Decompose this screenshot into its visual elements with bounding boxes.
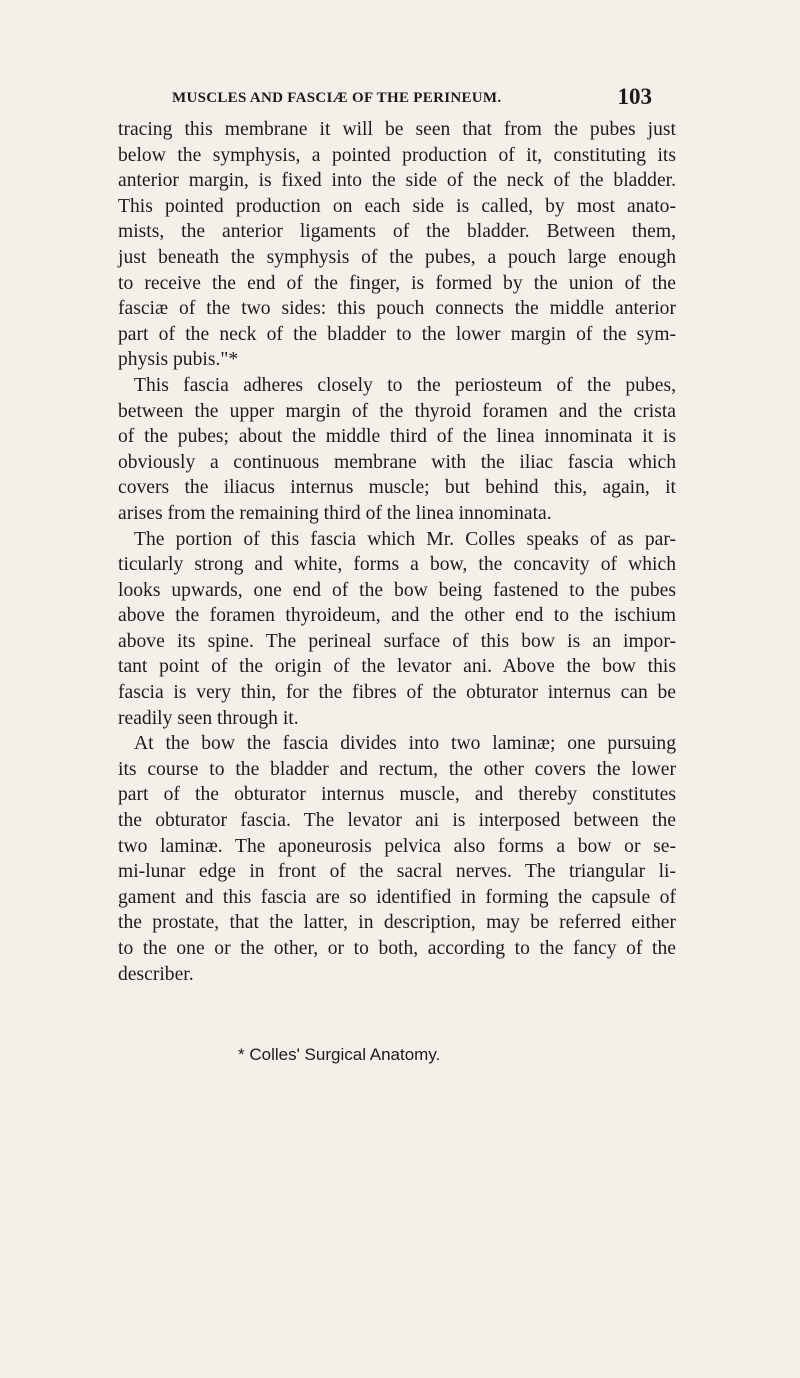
text-line: covers the iliacus internus muscle; but behind this, again, it — [118, 477, 676, 499]
text-line: above the foramen thyroideum, and the other end to the ischium — [118, 605, 676, 627]
text-line: the obturator fascia. The levator ani is interposed between the — [118, 810, 676, 832]
text-line: physis pubis."* — [118, 349, 239, 371]
running-title: MUSCLES AND FASCIÆ OF THE PERINEUM. — [172, 90, 502, 106]
running-head — [172, 84, 652, 112]
text-line: part of the obturator internus muscle, and thereby constitutes — [118, 784, 676, 806]
body-text — [118, 117, 676, 987]
text-line: below the symphysis, a pointed production of it, constituting its — [118, 144, 676, 166]
text-line: to receive the end of the finger, is formed by the union of the — [118, 272, 676, 294]
text-line: ticularly strong and white, forms a bow, the concavity of which — [118, 554, 676, 576]
paragraph — [118, 731, 676, 987]
text-line: The portion of this fascia which Mr. Colles speaks of as par- — [134, 528, 676, 550]
text-line: obviously a continuous membrane with the iliac fascia which — [118, 451, 676, 473]
text-line: part of the neck of the bladder to the lower margin of the sym- — [118, 323, 676, 345]
text-line: of the pubes; about the middle third of the linea innominata it is — [118, 426, 676, 448]
text-line: its course to the bladder and rectum, the other covers the lower — [118, 758, 676, 780]
footnote: * Colles' Surgical Anatomy. — [238, 1045, 441, 1064]
text-line: looks upwards, one end of the bow being fastened to the pubes — [118, 579, 676, 601]
text-line: two laminæ. The aponeurosis pelvica also forms a bow or se- — [118, 835, 676, 857]
text-line: anterior margin, is fixed into the side of the neck of the bladder. — [118, 170, 676, 192]
text-line: the prostate, that the latter, in description, may be referred either — [118, 912, 676, 934]
text-line: readily seen through it. — [118, 707, 299, 729]
text-line: mists, the anterior ligaments of the bladder. Between them, — [118, 221, 676, 243]
text-line: fasciæ of the two sides: this pouch connects the middle anterior — [118, 298, 676, 320]
text-line: above its spine. The perineal surface of this bow is an impor- — [118, 630, 676, 652]
text-line: fascia is very thin, for the fibres of the obturator internus can be — [118, 682, 676, 704]
text-line: mi-lunar edge in front of the sacral nerves. The triangular li- — [118, 861, 676, 883]
text-line: This fascia adheres closely to the periosteum of the pubes, — [134, 374, 676, 396]
text-line: describer. — [118, 963, 194, 985]
text-line: This pointed production on each side is called, by most anato- — [118, 195, 676, 217]
text-line: arises from the remaining third of the linea innominata. — [118, 502, 552, 524]
text-line: At the bow the fascia divides into two laminæ; one pursuing — [134, 733, 676, 755]
text-line: to the one or the other, or to both, according to the fancy of the — [118, 938, 676, 959]
text-line: just beneath the symphysis of the pubes, a pouch large enough — [118, 246, 676, 268]
paragraph — [118, 117, 676, 373]
page-number: 103 — [617, 84, 652, 109]
text-line: tracing this membrane it will be seen that from the pubes just — [118, 119, 676, 140]
paragraph — [118, 527, 676, 732]
text-line: tant point of the origin of the levator ani. Above the bow this — [118, 656, 676, 678]
text-line: gament and this fascia are so identified in forming the capsule of — [118, 886, 676, 908]
paragraph — [118, 373, 676, 527]
text-line: between the upper margin of the thyroid foramen and the crista — [118, 400, 676, 422]
